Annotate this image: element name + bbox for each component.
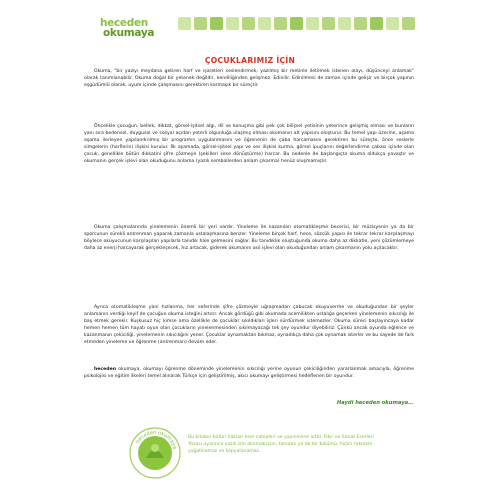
- seal-ring-text: heceden okumaya: [134, 429, 178, 450]
- decorative-square: [354, 17, 367, 30]
- decorative-square: [370, 17, 383, 30]
- decorative-square: [322, 17, 335, 30]
- paragraph-4: [84, 304, 414, 347]
- decorative-square: [194, 17, 207, 30]
- decorative-square: [290, 17, 303, 30]
- paragraph-1: [84, 68, 414, 89]
- paragraph-2: [84, 123, 414, 166]
- copyright-notice: Bu kitabın bütün hakları eser sahipleri ve yayınevine aittir. Fikir ve Sanat Eserleri Yasası uyarınca yazılı izin alınmaksızın, tamamı ya da bir bölümü, hiçbir teknikle çoğaltılamaz ve kopyalanamaz.: [188, 435, 374, 454]
- brand-logo: [100, 17, 180, 39]
- decorative-square: [226, 17, 239, 30]
- logo-line2: okumaya: [103, 27, 155, 39]
- signoff-text: Haydi heceden okumaya...: [336, 400, 414, 406]
- decorative-square: [306, 17, 319, 30]
- paragraph-5: [84, 366, 414, 380]
- decorative-square: [386, 17, 399, 30]
- decorative-square: [210, 17, 223, 30]
- page-title: ÇOCUKLARIMIZ İÇİN: [204, 56, 296, 65]
- paragraph-text: Okuma, "bir yazıyı meydana getiren harf ve işaretleri seslendirmek, yazılmış bir metinle iletilmek istenen olayı, düşünceyi anlamak" olarak tanımlanabilir. Okuma doğal bir yetenek değildir, kendiliğinden gelişmez. Edinilir. Edinilmesi de zaman içinde gelişir ve birçok yapının eşgüdümlü olarak, uyum içinde çalışmasını gerektiren karmaşık bir süreçtir.: [84, 69, 414, 89]
- paragraph-5-text: okumaya, okumayı öğrenme döneminde yinelemenin sıkıcılığı yerine oyunun çekiciliğinden yararlanmak amacıyla, öğrenme psikolojisi ve eğitim ilkeleri temel alınarak Türkçe için geliştirilmiş, akıcı okumayı geliştirmesi hedeflenen bir oyundur.: [84, 367, 414, 380]
- paragraph-text: Ayrıca otomatikleşme yani hızlanma, her seferinde şifre çözmeyle uğraşmadan çabucak okuyuverme ve okuduğundan bir şeyler anlamanın verdiği keyif de çocuğun okuma isteğini artırır. Ancak gördüğü gibi okumada acemilikten ustalığa geçerken yinelemenin sıkıcılığı ile baş etmek gerekir. Kuşkusuz hiç kimse ama özellikle de çocuklar sıkıldıkları işleri sürdürmek istemezler. Okuma süreci başlayıncaya kadar hemen hemen tüm hayatı oyun olan çocukların yinelenmesinden sıkılmayacağı tek şey oyundur diyebiliriz. Çünkü ancak oyunda eğlence ve kazanmanın çekiciliği, yinelemenin sıkıcılığını yener. Çocuklar oynamaktan bıkmaz, oynadıkça daha çok oynamak isterler ve bu sayede de fark etmeden yineleme ve öğrenme (antrenman) devam eder.: [84, 305, 414, 346]
- paragraph-3: [84, 224, 414, 252]
- brand-inline-name: heceden: [94, 367, 116, 372]
- paragraph-text: [84, 366, 414, 380]
- decorative-square: [242, 17, 255, 30]
- decorative-square: [258, 17, 271, 30]
- decorative-square: [402, 17, 415, 30]
- brand-seal: [128, 426, 182, 480]
- paragraph-text: Okuma çalışmalarında yinelemenin önemli bir yeri vardır. Yineleme ile kazanılan otomatikleşme becerisi, bir müzisyenin ya da bir sporcunun sürekli antrenman yaparak zamanla ustalaşmasına benzer. Yineleme birçok harf, hece, sözcük yapısı ile tekrar tekrar karşılaşmayı böylece okuyucunun karşılaşılan yapılarla tanıdık hale gelmesini sağlar. Bu tanıdıklık oluştuğunda okuma daha az dikkatle, yeni çözümlemeye daha az enerji harcayarak gerçekleşecek, hız artacak, giderek okumanın asıl işlevi olan okuduğundan anlam çıkarmanın yolu açılacaktır.: [84, 225, 414, 252]
- decorative-square: [274, 17, 287, 30]
- seal-graphic: [128, 426, 182, 480]
- decorative-square-strip: [178, 17, 414, 33]
- paragraph-text: Öncelikle çocuğun, bellek, dikkat, görsel-işitsel algı, dil ve konuşma gibi pek çok bilişsel yetisinin yeterince gelişmiş olması ve bunların yanı sıra bedensel, duygusal ve sosyal açıdan yeterli olgunluğa ulaşmış olması okumanın alt yapısını oluşturur. Bu temel yapı üzerine, aşama aşama ilerleyen yapılandırılmış bir programın uygulanmasını ve öğrenenin de çaba harcamasını gerektiren bu süreçte, önce seslerle simgelerin (harflerin) ilişkisi kurulur. İlk aşamada, görsel-işitsel yapı ve ses ilişkisi kurma, görsel ipuçlarını değerlendirme çabası içinde olan çocuk, genellikle bütün dikkatini şifre çözmeye (şekilleri sese dönüştürme) harcar. Bu nedenle de başlangıçta okuma oldukça yavaştır ve okumanın gerçek işlevi olan okuduğunu anlama (yazılı sembollerden anlam çıkarma) henüz oluşmamıştır.: [84, 124, 414, 165]
- decorative-square: [338, 17, 351, 30]
- logo-line1: heceden: [100, 17, 148, 29]
- decorative-square: [178, 17, 191, 30]
